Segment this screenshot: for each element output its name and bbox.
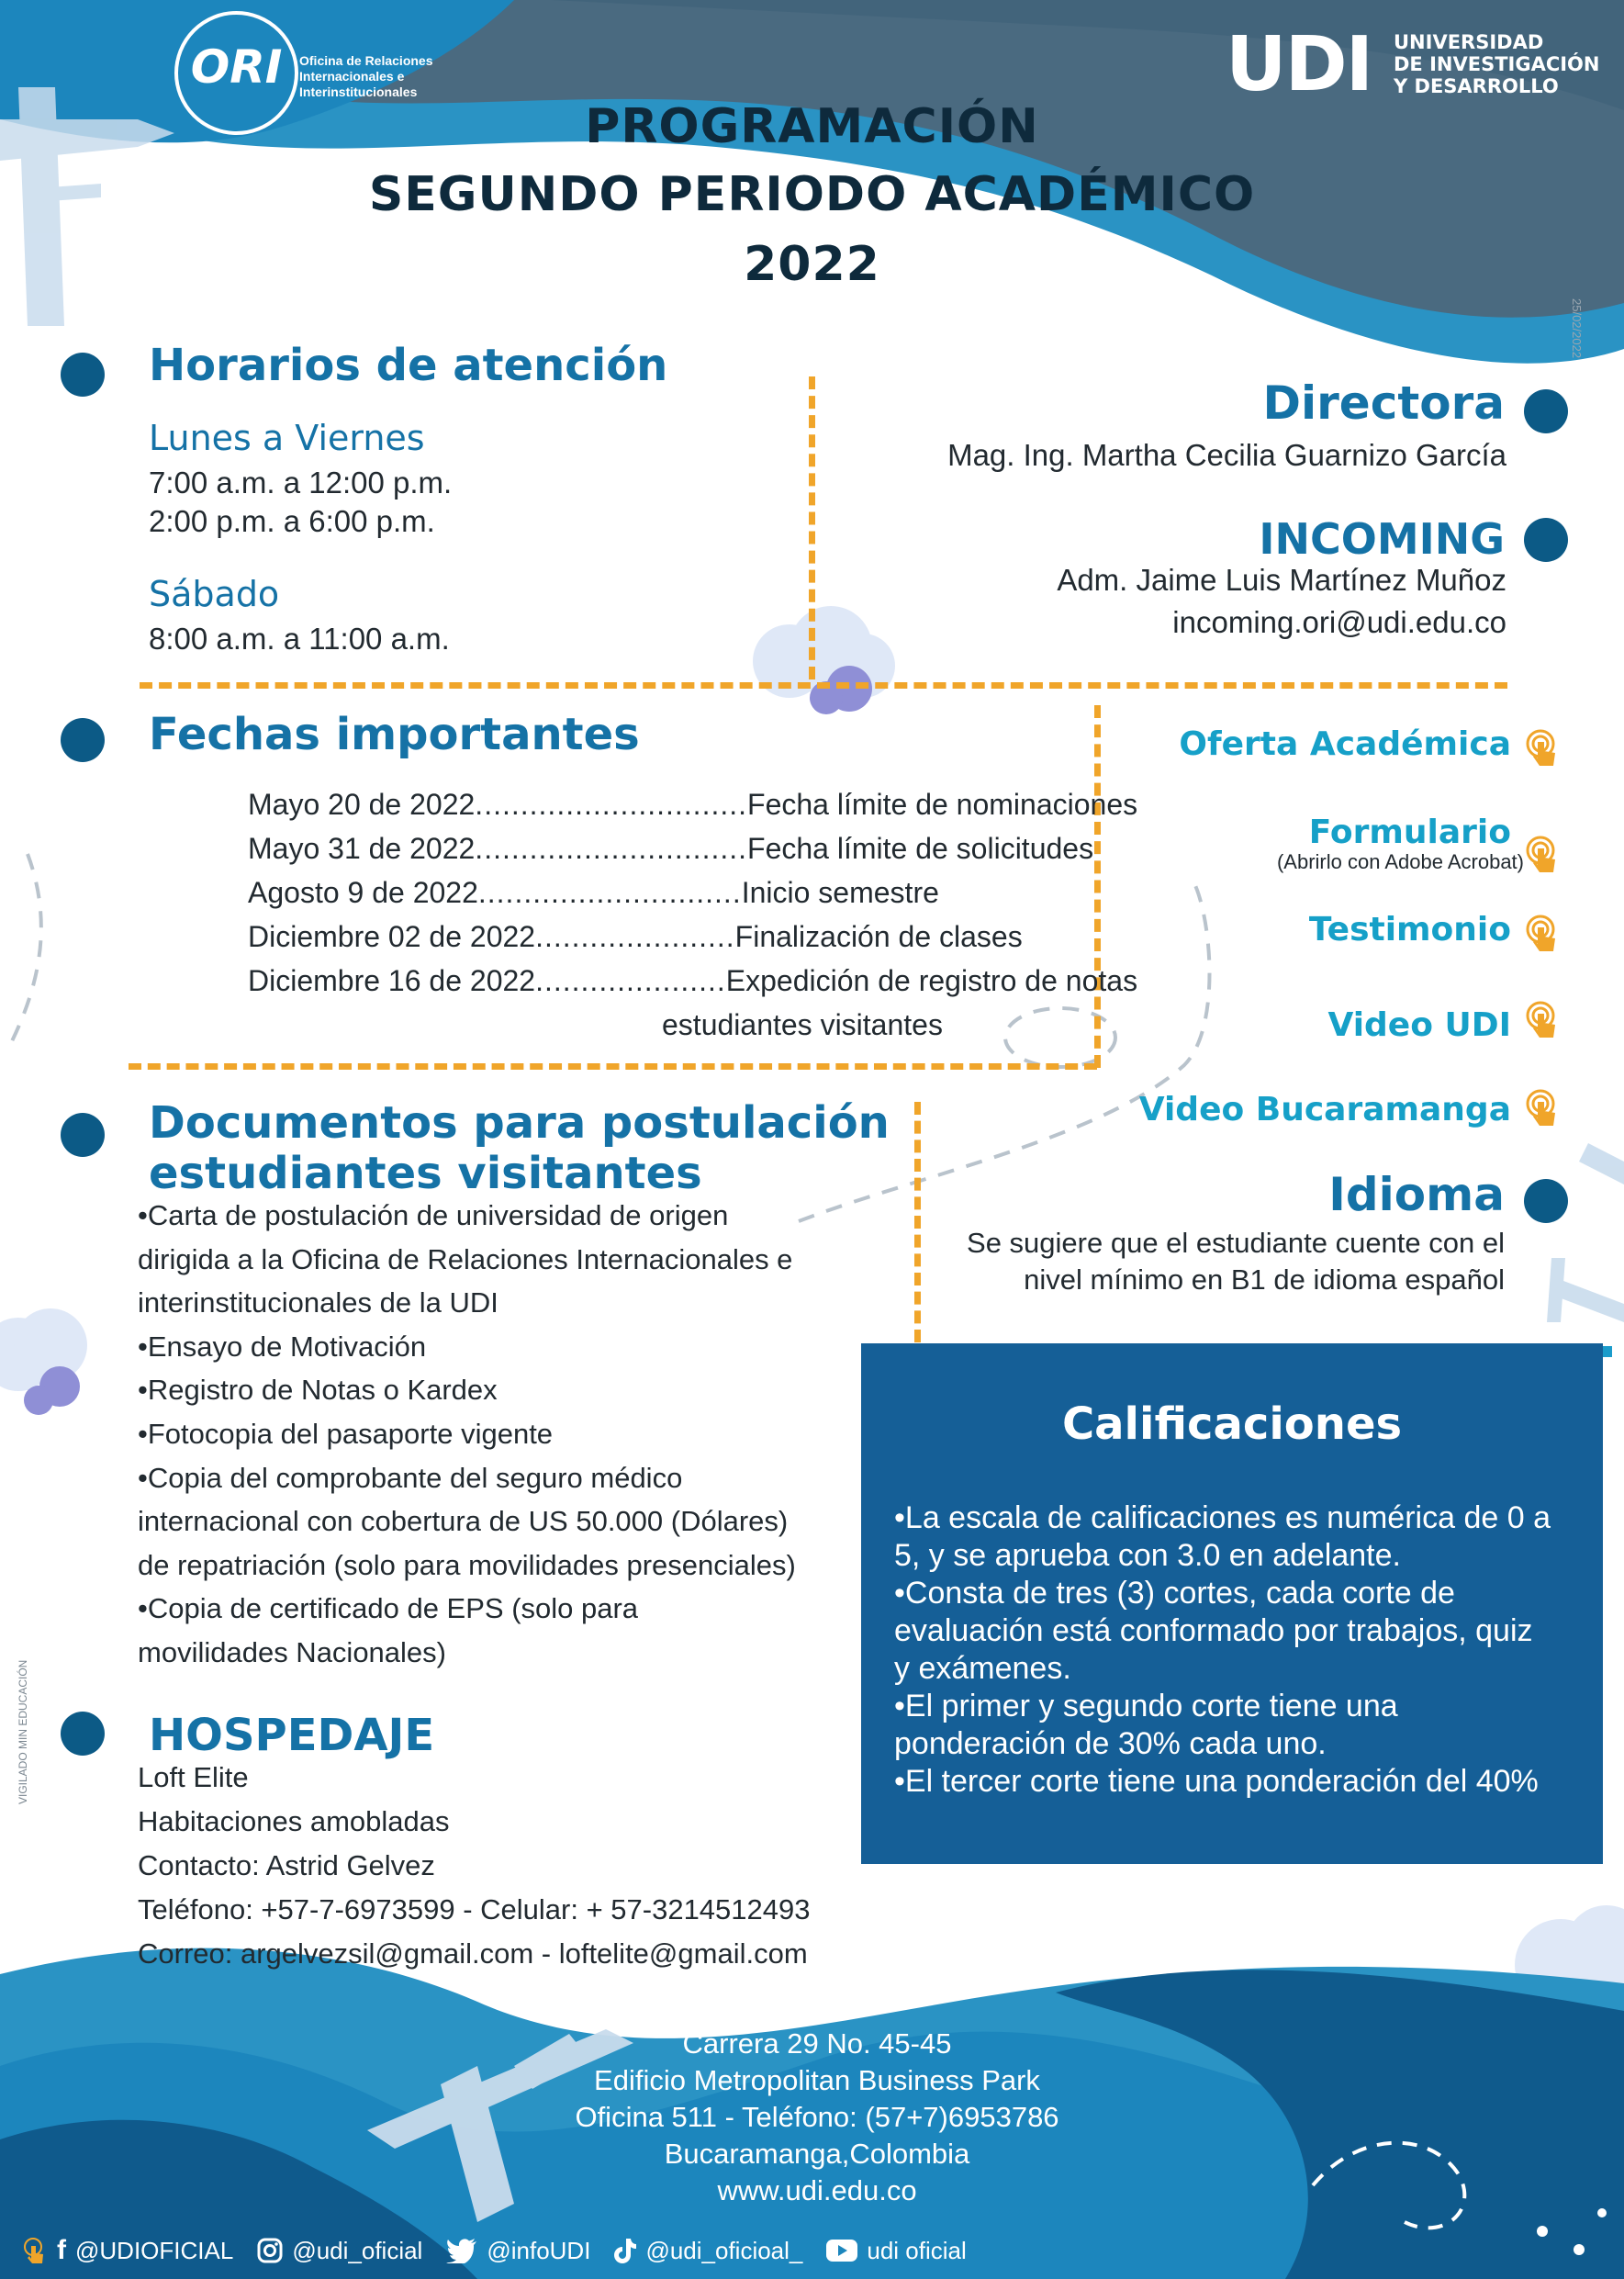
fechas-list (248, 782, 1137, 1003)
fecha-event: Fecha límite de solicitudes (747, 832, 1094, 865)
fecha-row (248, 870, 1137, 915)
documentos-line: •Copia de certificado de EPS (solo para (138, 1592, 639, 1625)
tiktok-handle: @udi_oficioal_ (645, 2236, 803, 2264)
documentos-line: •Fotocopia del pasaporte vigente (138, 1417, 554, 1450)
link-video-bucaramanga[interactable] (1139, 1091, 1570, 1128)
fecha-event: Expedición de registro de notas (725, 964, 1138, 997)
weekday-time-1: 7:00 a.m. a 12:00 p.m. (149, 466, 453, 500)
calificaciones-line: •La escala de calificaciones es numérica de 0 a (894, 1500, 1551, 1535)
directora-heading: Directora (1262, 376, 1505, 430)
udi-name-line-2: DE INVESTIGACIÓN (1394, 53, 1600, 75)
documentos-line: •Ensayo de Motivación (138, 1330, 427, 1363)
social-tiktok[interactable] (614, 2237, 802, 2265)
ori-name-line-2: Internacionales e (299, 69, 405, 84)
twitter-icon (446, 2238, 477, 2263)
bullet-horarios (61, 353, 105, 397)
bullet-idioma (1524, 1179, 1568, 1223)
saturday-label: Sábado (149, 574, 280, 614)
idioma-line-1: Se sugiere que el estudiante cuente con el (967, 1227, 1505, 1259)
footer-website[interactable]: www.udi.edu.co (717, 2174, 917, 2206)
bullet-incoming (1524, 518, 1568, 562)
fecha-event: Finalización de clases (734, 920, 1023, 953)
click-hand-icon[interactable] (1524, 915, 1562, 953)
tiktok-icon (614, 2238, 636, 2263)
hospedaje-line: Loft Elite (138, 1761, 249, 1793)
documentos-line: •Copia del comprobante del seguro médico (138, 1461, 683, 1494)
bullet-documentos (61, 1113, 105, 1157)
calificaciones-line: •El primer y segundo corte tiene una (894, 1689, 1398, 1723)
bullet-fechas (61, 718, 105, 762)
facebook-handle: @UDIOFICIAL (75, 2236, 234, 2264)
bullet-hospedaje (61, 1712, 105, 1756)
udi-name (1394, 31, 1599, 97)
footer-address-line: Edificio Metropolitan Business Park (594, 2064, 1040, 2096)
fecha-row (248, 782, 1137, 826)
instagram-icon (257, 2238, 283, 2263)
fecha-row (248, 826, 1137, 870)
hospedaje-line: Habitaciones amobladas (138, 1805, 450, 1837)
incoming-name: Adm. Jaime Luis Martínez Muñoz (1057, 563, 1506, 597)
footer-address-line: Bucaramanga,Colombia (664, 2138, 970, 2170)
link-video-bga-label: Video Bucaramanga (1138, 1091, 1511, 1128)
hospedaje-heading: HOSPEDAJE (149, 1710, 435, 1761)
incoming-heading: INCOMING (1259, 514, 1505, 564)
airplane-decoration-right (1547, 1143, 1624, 1322)
instagram-handle: @udi_oficial (292, 2236, 423, 2264)
link-testimonio-label: Testimonio (1308, 911, 1511, 949)
cloud-decoration-2 (0, 1308, 87, 1415)
weekday-time-2: 2:00 p.m. a 6:00 p.m. (149, 504, 435, 538)
calificaciones-line: y exámenes. (894, 1651, 1071, 1686)
side-date: 25/02/2022 (1570, 298, 1584, 359)
saturday-time: 8:00 a.m. a 11:00 a.m. (149, 622, 450, 656)
ori-logo-text: ORI (190, 40, 283, 94)
title-line-1: PROGRAMACIÓN (585, 99, 1039, 154)
divider-middle (129, 1063, 1097, 1070)
fecha-date: Diciembre 16 de 2022 (248, 964, 536, 997)
fecha-date: Mayo 31 de 2022 (248, 832, 476, 865)
documentos-line: •Registro de Notas o Kardex (138, 1374, 498, 1407)
youtube-icon (826, 2240, 857, 2262)
ori-name-line-3: Interinstitucionales (299, 84, 418, 99)
vigilado-label: VIGILADO MIN EDUCACIÓN (17, 1659, 29, 1804)
weekday-label: Lunes a Viernes (149, 418, 425, 458)
calificaciones-line: ponderación de 30% cada uno. (894, 1726, 1327, 1761)
ori-name-line-1: Oficina de Relaciones (299, 53, 433, 68)
incoming-email[interactable]: incoming.ori@udi.edu.co (1172, 605, 1506, 639)
bullet-directora (1524, 389, 1568, 433)
documentos-line: dirigida a la Oficina de Relaciones Internacionales e (138, 1242, 793, 1275)
social-facebook[interactable] (22, 2235, 233, 2266)
social-youtube[interactable] (826, 2237, 966, 2265)
social-bar (22, 2235, 967, 2266)
fecha-leader: ..................... (535, 964, 726, 997)
hospedaje-line: Correo: argelvezsil@gmail.com - loftelite@gmail.com (138, 1937, 808, 1970)
calificaciones-line: •Consta de tres (3) cortes, cada corte de (894, 1576, 1455, 1611)
idioma-heading: Idioma (1328, 1168, 1505, 1221)
title-line-2: SEGUNDO PERIODO ACADÉMICO (368, 167, 1256, 222)
footer-address-line: Oficina 511 - Teléfono: (57+7)6953786 (575, 2101, 1059, 2133)
link-video-udi-label: Video UDI (1327, 1006, 1511, 1044)
footer-address-line: Carrera 29 No. 45-45 (682, 2027, 952, 2060)
hospedaje-line: Contacto: Astrid Gelvez (138, 1849, 435, 1881)
fecha-leader: .............................. (475, 832, 748, 865)
hand-icon (22, 2237, 48, 2264)
horarios-heading: Horarios de atención (149, 340, 668, 391)
udi-logo: UDI (1226, 21, 1372, 108)
documentos-heading-1: Documentos para postulación (149, 1097, 890, 1149)
directora-name: Mag. Ing. Martha Cecilia Guarnizo García (947, 438, 1506, 472)
fecha-event: Fecha límite de nominaciones (747, 788, 1138, 821)
social-instagram[interactable] (257, 2237, 422, 2265)
calificaciones-heading: Calificaciones (1061, 1398, 1403, 1450)
documentos-line: de repatriación (solo para movilidades presenciales) (138, 1548, 796, 1581)
click-hand-icon[interactable] (1524, 729, 1562, 768)
fecha-event-continuation: estudiantes visitantes (662, 1008, 943, 1041)
divider-documentos (914, 1102, 921, 1342)
fecha-date: Mayo 20 de 2022 (248, 788, 476, 821)
documentos-line: movilidades Nacionales) (138, 1635, 446, 1668)
idioma-line-2: nivel mínimo en B1 de idioma español (1024, 1263, 1505, 1296)
documentos-heading-2: estudiantes visitantes (149, 1148, 702, 1199)
click-hand-icon[interactable] (1524, 836, 1562, 874)
cloud-decoration-1 (753, 606, 895, 714)
documentos-list (138, 1194, 796, 1675)
calificaciones-line: 5, y se aprueba con 3.0 en adelante. (894, 1538, 1401, 1573)
fecha-row (248, 959, 1137, 1003)
youtube-handle: udi oficial (867, 2236, 967, 2264)
fecha-leader: ............................. (477, 876, 742, 909)
divider-top (140, 682, 1507, 689)
formulario-note: (Abrirlo con Adobe Acrobat) (1276, 850, 1524, 873)
fechas-heading: Fechas importantes (149, 709, 640, 760)
documentos-line: interinstitucionales de la UDI (138, 1286, 498, 1319)
hospedaje-list (138, 1756, 811, 1976)
documentos-line: internacional con cobertura de US 50.000 (Dólares) (138, 1505, 789, 1538)
calificaciones-panel (861, 1343, 1603, 1864)
calificaciones-line: evaluación está conformado por trabajos, quiz (894, 1613, 1533, 1648)
twitter-handle: @infoUDI (487, 2236, 591, 2264)
fecha-leader: ...................... (535, 920, 735, 953)
links-column (1102, 725, 1570, 1157)
social-twitter[interactable] (446, 2237, 590, 2265)
title-line-3: 2022 (744, 237, 880, 292)
udi-name-line-1: UNIVERSIDAD (1394, 31, 1544, 53)
link-oferta-label: Oferta Académica (1179, 725, 1511, 763)
fecha-date: Diciembre 02 de 2022 (248, 920, 536, 953)
facebook-icon: f (57, 2235, 66, 2265)
footer-address (514, 2026, 1120, 2209)
ori-name (299, 53, 433, 100)
link-oferta-academica[interactable] (1179, 725, 1570, 763)
fecha-row (248, 915, 1137, 959)
divider-horarios (809, 376, 815, 679)
fecha-date: Agosto 9 de 2022 (248, 876, 478, 909)
click-hand-icon[interactable] (1524, 1089, 1562, 1128)
click-hand-icon[interactable] (1524, 1001, 1562, 1039)
fecha-leader: .............................. (475, 788, 748, 821)
fecha-event: Inicio semestre (741, 876, 939, 909)
link-formulario-label: Formulario (1308, 814, 1511, 851)
hospedaje-line: Teléfono: +57-7-6973599 - Celular: + 57-3214512493 (138, 1893, 811, 1925)
documentos-line: •Carta de postulación de universidad de origen (138, 1199, 729, 1231)
calificaciones-list (894, 1499, 1551, 1801)
calificaciones-line: •El tercer corte tiene una ponderación del 40% (894, 1764, 1539, 1799)
udi-name-line-3: Y DESARROLLO (1394, 75, 1559, 97)
